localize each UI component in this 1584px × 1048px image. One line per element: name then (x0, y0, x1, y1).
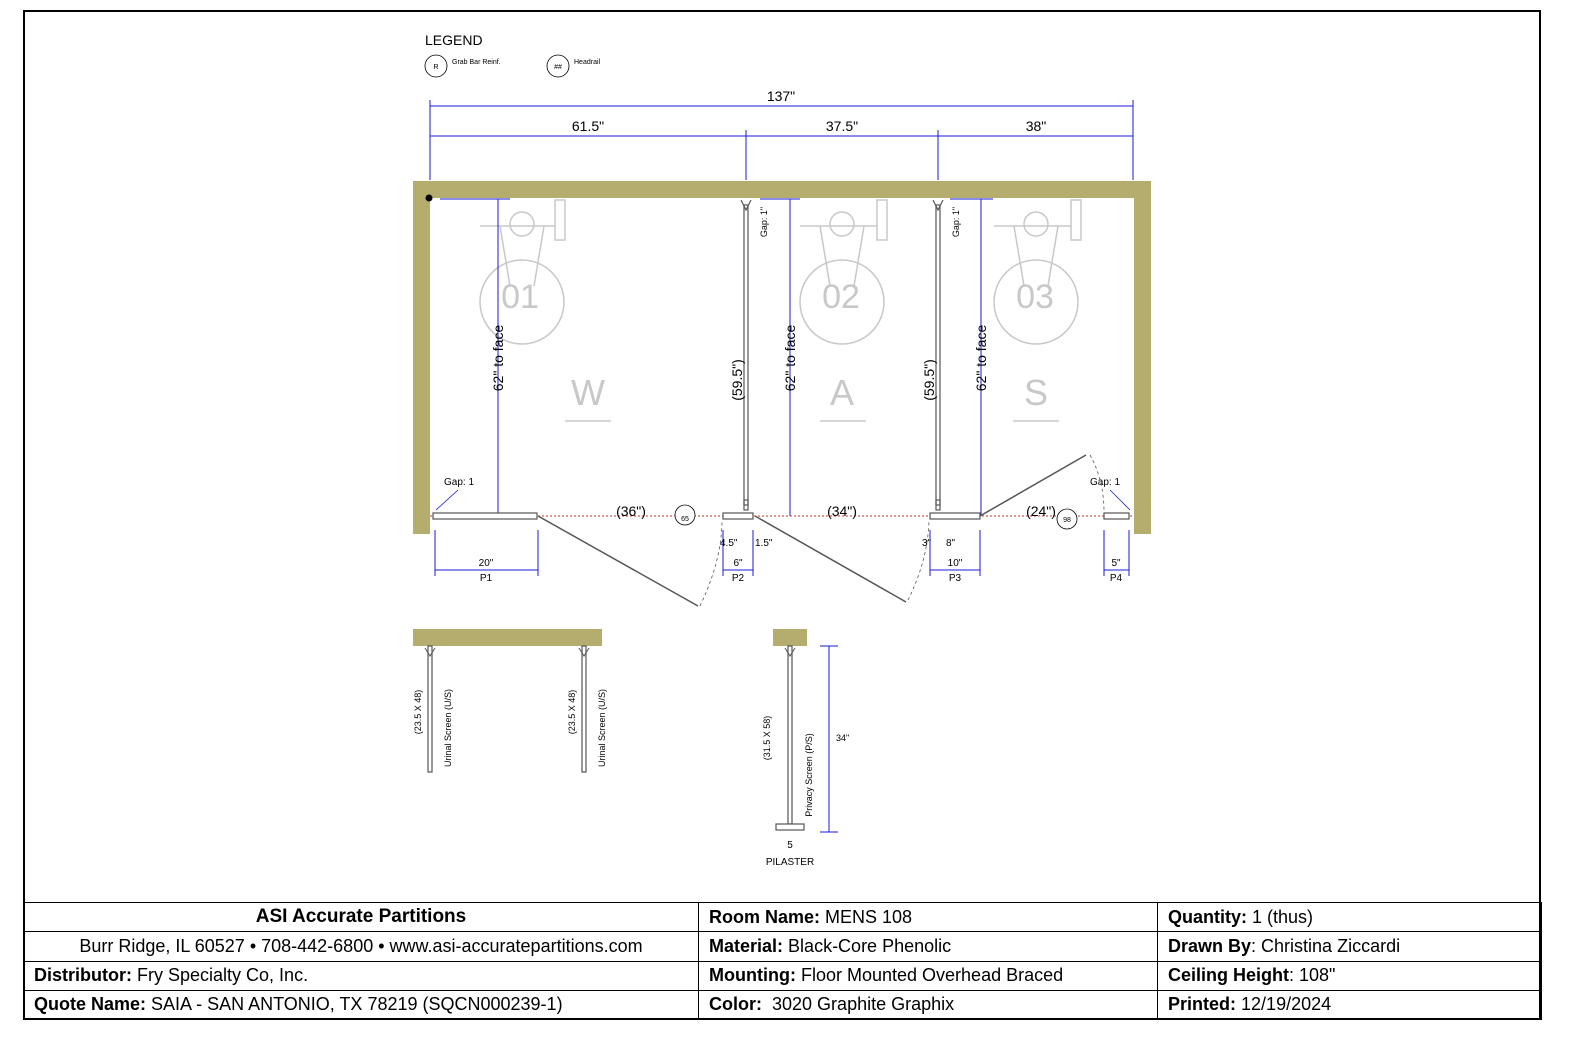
material-cell (699, 932, 1158, 961)
company-address: Burr Ridge, IL 60527 • 708-442-6800 • www.asi-accuratepartitions.com (79, 935, 643, 956)
stall-number-01: 01 (501, 278, 539, 316)
depth-dimensions (440, 199, 993, 516)
privacy-wall (773, 629, 807, 646)
urinal-screen-1 (428, 646, 432, 772)
p3-label: P3 (948, 573, 962, 584)
door3-tag: 98 (1063, 517, 1071, 524)
quantity-value: 1 (thus) (1252, 906, 1314, 927)
urinal-screen-2-size: (23.5 X 48) (567, 689, 577, 735)
corner-marker (426, 195, 433, 202)
printed-label: Printed: (1168, 994, 1237, 1015)
legend-symbol-r: R (433, 64, 439, 71)
color-cell (699, 990, 1158, 1019)
room-name-label: Room Name: (709, 906, 821, 927)
top-dimensions (430, 100, 1133, 180)
left-gap-leader (436, 490, 458, 510)
privacy-pilaster (776, 824, 804, 830)
p1-width-label: 20" (478, 558, 494, 569)
stall-number-03: 03 (1016, 278, 1054, 316)
urinal-screen-2-label: Urinal Screen (U/S) (597, 688, 607, 768)
right-gap-leader (1110, 490, 1130, 510)
door1-tag: 65 (681, 516, 689, 523)
stall1-width-label: 61.5" (571, 118, 605, 134)
legend-symbol-headrail: ## (554, 64, 562, 71)
left-gap-label: Gap: 1 (444, 477, 475, 488)
right-gap-label: Gap: 1 (1090, 477, 1121, 488)
toilet-03 (994, 200, 1081, 344)
distributor-label: Distributor: (34, 965, 132, 986)
printed-value: 12/19/2024 (1241, 994, 1332, 1015)
p3-width-label: 10" (947, 558, 963, 569)
legend-title: LEGEND (425, 32, 483, 48)
pilaster-p2 (723, 513, 753, 519)
address-cell (24, 932, 699, 961)
title-block (23, 902, 1542, 1020)
mounting-label: Mounting: (709, 965, 796, 986)
stall1-depth-label: 62" to face (490, 324, 506, 392)
partition1-gap-label: Gap: 1" (759, 206, 769, 238)
mounting-value: Floor Mounted Overhead Braced (800, 965, 1064, 986)
pilaster-size-label: 5 (787, 840, 793, 851)
door-01 (538, 516, 698, 606)
door-swings (700, 455, 1104, 606)
right-wall (1134, 181, 1151, 534)
privacy-height-label: 34" (836, 733, 850, 743)
color-value: 3020 Graphite Graphix (772, 994, 955, 1015)
room-name-value: MENS 108 (825, 906, 913, 927)
pilaster-p4 (1104, 513, 1129, 519)
left-wall (413, 181, 430, 534)
legend-label-grab-bar: Grab Bar Reinf. (452, 59, 501, 66)
toilet-01 (480, 200, 565, 344)
p4-label: P4 (1109, 573, 1123, 584)
door-02 (755, 516, 906, 602)
stall-number-02: 02 (822, 278, 860, 316)
mounting-cell (699, 961, 1158, 990)
pilasters (433, 513, 1129, 519)
company-name: ASI Accurate Partitions (255, 906, 467, 928)
back-wall (413, 181, 1151, 198)
stall-letter-s: S (1023, 372, 1049, 413)
ceiling-height-label: Ceiling Height (1168, 965, 1289, 986)
privacy-screen (788, 646, 792, 824)
door3-opening-label: (24") (1026, 503, 1056, 519)
ceiling-height-value: 108" (1299, 965, 1336, 986)
stall3-depth-label: 62" to face (973, 324, 989, 392)
quote-name-value: SAIA - SAN ANTONIO, TX 78219 (SQCN000239-1) (151, 994, 563, 1015)
doors (538, 455, 1086, 606)
overall-width-label: 137" (766, 88, 796, 104)
ceiling-height-cell: Ceiling Height: 108" (1158, 961, 1542, 990)
p2-width-label: 6" (733, 558, 743, 569)
p4-width-label: 5" (1111, 558, 1121, 569)
partitions (741, 200, 943, 510)
door2-opening-label: (34") (827, 503, 857, 519)
legend-label-headrail: Headrail (574, 59, 601, 66)
privacy-screen-label: Privacy Screen (P/S) (804, 733, 814, 817)
room-name-cell (699, 903, 1158, 932)
stall2-depth-label: 62" to face (782, 324, 798, 392)
stall3-width-label: 38" (1025, 118, 1047, 134)
p2-label: P2 (731, 573, 745, 584)
drawn-by-value: Christina Ziccardi (1261, 935, 1401, 956)
p2-right-label: 1.5" (755, 538, 773, 549)
distributor-cell (24, 961, 699, 990)
material-value: Black-Core Phenolic (788, 935, 952, 956)
p3-right-label: 8" (946, 538, 956, 549)
pilaster-p3 (930, 513, 980, 519)
partition2-gap-label: Gap: 1" (951, 206, 961, 238)
drawn-by-label: Drawn By (1168, 935, 1252, 956)
privacy-screen-size: (31.5 X 58) (762, 715, 772, 761)
legend (425, 32, 601, 77)
color-label: Color: (709, 994, 762, 1015)
distributor-value: Fry Specialty Co, Inc. (137, 965, 309, 986)
door1-opening-label: (36") (616, 503, 646, 519)
stall-letter-w: W (571, 372, 605, 413)
quantity-cell (1158, 903, 1542, 932)
urinal-screen-1-label: Urinal Screen (U/S) (443, 688, 453, 768)
drawn-by-cell: Drawn By: Christina Ziccardi (1158, 932, 1542, 961)
quote-name-label: Quote Name: (34, 994, 147, 1015)
toilet-02 (800, 200, 887, 344)
urinal-screen-2 (582, 646, 586, 772)
pilaster-p1 (433, 513, 537, 519)
p2-left-label: 4.5" (720, 538, 738, 549)
stall-letter-a: A (829, 372, 855, 413)
quantity-label: Quantity: (1168, 906, 1247, 927)
urinal-screen-1-size: (23.5 X 48) (413, 689, 423, 735)
material-label: Material: (709, 935, 784, 956)
p3-left-label: 3" (922, 538, 932, 549)
urinal-wall (413, 629, 602, 646)
partition2-length-label: (59.5") (921, 359, 937, 401)
pilaster-label: PILASTER (765, 857, 815, 868)
p1-label: P1 (479, 573, 493, 584)
quote-name-cell (24, 990, 699, 1019)
partition1-length-label: (59.5") (729, 359, 745, 401)
company-name-cell (24, 903, 699, 932)
pilaster-dimensions (435, 530, 1129, 576)
stall2-width-label: 37.5" (825, 118, 859, 134)
printed-cell (1158, 990, 1542, 1019)
